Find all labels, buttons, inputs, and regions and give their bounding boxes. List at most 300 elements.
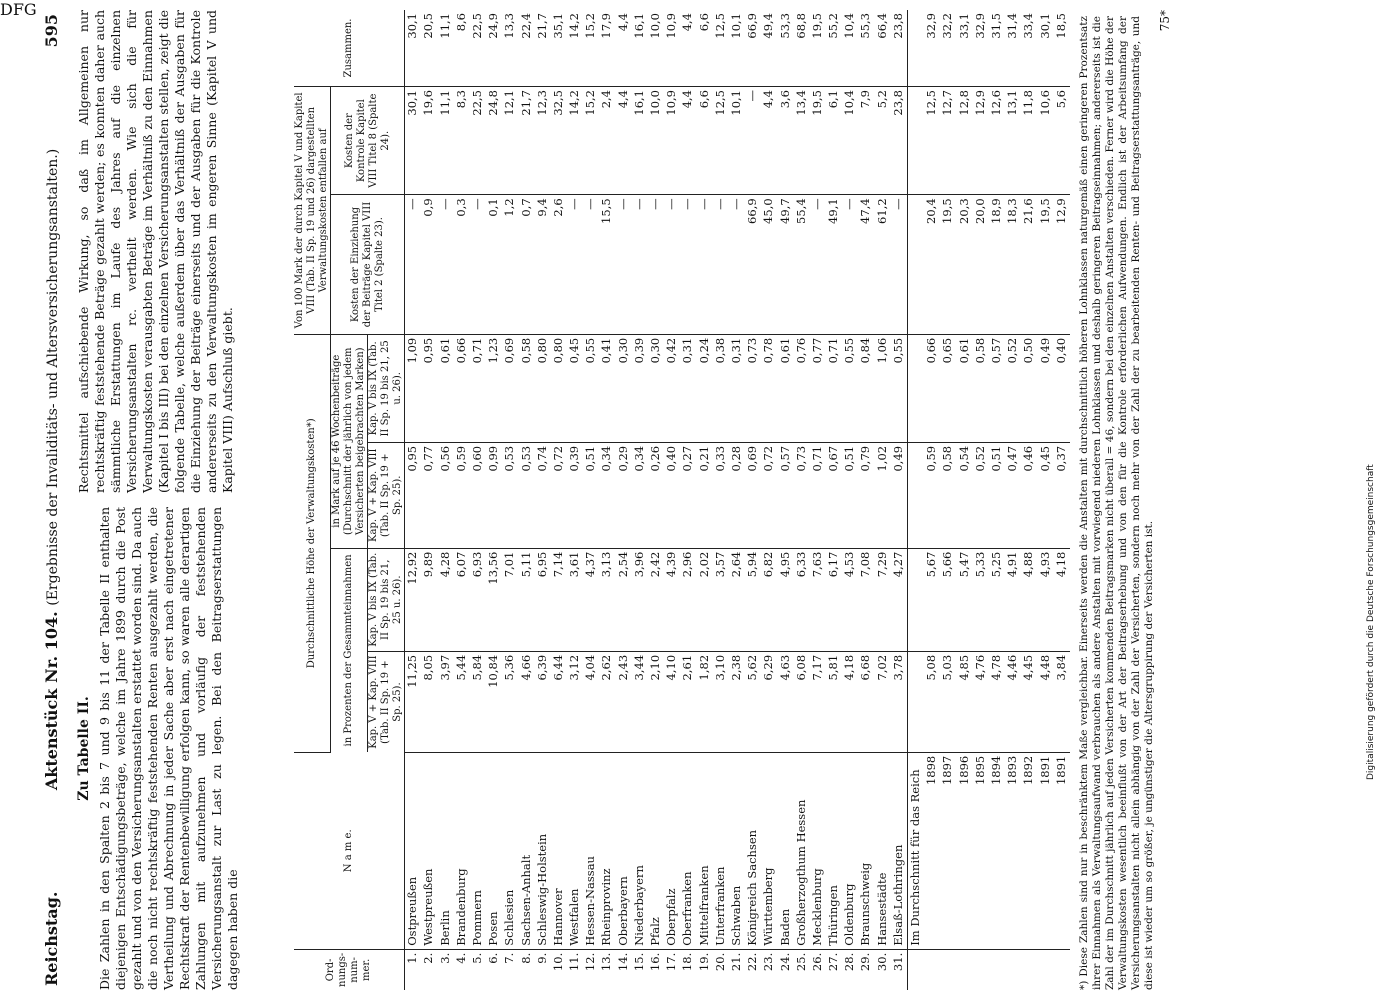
row-value: 6,1 <box>826 87 842 195</box>
row-value: 0,73 <box>794 442 810 548</box>
row-number: 13. <box>599 952 614 972</box>
page-header <box>42 10 70 990</box>
average-value: 12,6 <box>989 87 1005 195</box>
row-number: 14. <box>615 952 630 972</box>
row-value: 0,51 <box>842 442 858 548</box>
row-value: 7,02 <box>874 651 890 752</box>
row-value: 6,17 <box>826 548 842 651</box>
average-row <box>1021 10 1037 990</box>
empty-cell <box>907 651 924 752</box>
average-value: 0,45 <box>1037 442 1053 548</box>
row-value: 17,9 <box>599 10 615 87</box>
average-value: 0,57 <box>989 334 1005 442</box>
row-value: 0,67 <box>826 442 842 548</box>
row-value: 7,63 <box>810 548 826 651</box>
average-value: 0,66 <box>924 334 940 442</box>
row-value: 8,05 <box>421 651 437 752</box>
empty-cell <box>1005 949 1021 990</box>
row-number: 1. <box>405 952 420 964</box>
intro-column-1 <box>76 507 286 990</box>
average-value: 0,47 <box>1005 442 1021 548</box>
group-head-avg-costs: Durchschnittliche Höhe der Verwaltungskosten*) <box>294 334 331 752</box>
average-value: 0,49 <box>1037 334 1053 442</box>
row-name: Brandenburg <box>454 752 470 949</box>
row-value: 4,4 <box>680 87 696 195</box>
row-value: 4,53 <box>842 548 858 651</box>
average-year: 1898 <box>924 752 940 949</box>
row-number: 4. <box>453 952 468 964</box>
row-name: Hannover <box>551 752 567 949</box>
row-value: — <box>680 195 696 334</box>
row-number: 24. <box>777 952 792 972</box>
row-value: 0,55 <box>891 334 908 442</box>
row-name: Thüringen <box>826 752 842 949</box>
table-row <box>745 10 761 990</box>
row-value: 3,97 <box>437 651 453 752</box>
intro-paragraph-2: Rechtsmittel aufschiebende Wirkung, so daß im Allgemeinen nur rechtskräftig feststehende Beträge gezahlt werden; es konnten daher auch sämmtliche Erstattungen im Laufe des Jahres auf die einzelnen Versicherungsanstalten rc. vertheilt werden. Wie sich die für Verwaltungskosten verausgabten Beträge im Verhältniß zu den Einnahmen (Kapitel I bis III) bei den einzelnen Versicherungsanstalten stellen, zeigt die folgende Tabelle, welche außerdem über das Verhältniß der Ausgaben für die Einziehung der Beiträge einerseits und der Ausgaben für die Kontrole andererseits zu den Verwaltungskosten im engeren Sinne (Kapitel V und Kapitel VIII) Aufschluß giebt. <box>76 10 235 493</box>
row-value: 0,84 <box>858 334 874 442</box>
table-row <box>583 10 599 990</box>
row-name: Westfalen <box>567 752 583 949</box>
row-number: 27. <box>826 952 841 972</box>
empty-cell <box>907 87 924 195</box>
row-value: 14,2 <box>567 87 583 195</box>
average-label-row <box>907 10 924 990</box>
row-value: 6,93 <box>470 548 486 651</box>
row-value: 1,02 <box>874 442 890 548</box>
row-value: 30,1 <box>405 10 422 87</box>
row-value: 4,27 <box>891 548 908 651</box>
row-value: 45,0 <box>761 195 777 334</box>
average-value: 4,18 <box>1054 548 1070 651</box>
row-value: 0,38 <box>713 334 729 442</box>
table-row <box>437 10 453 990</box>
row-value: 47,4 <box>858 195 874 334</box>
row-value: 2,10 <box>648 651 664 752</box>
row-name: Hessen-Nassau <box>583 752 599 949</box>
row-number: 20. <box>712 952 727 972</box>
table-row <box>486 10 502 990</box>
row-value: 0,1 <box>486 195 502 334</box>
average-value: 20,0 <box>973 195 989 334</box>
row-number: 18. <box>680 952 695 972</box>
row-value: 6,6 <box>696 10 712 87</box>
row-value: 4,18 <box>842 651 858 752</box>
row-value: 6,39 <box>535 651 551 752</box>
average-value: 33,1 <box>956 10 972 87</box>
row-name: Ostpreußen <box>405 752 422 949</box>
row-name: Sachsen-Anhalt <box>518 752 534 949</box>
average-value: 0,37 <box>1054 442 1070 548</box>
col-head-name: N a m e. <box>294 752 405 949</box>
average-value: 0,61 <box>956 334 972 442</box>
row-value: 10,1 <box>729 10 745 87</box>
row-value: 0,7 <box>518 195 534 334</box>
average-value: 5,03 <box>940 651 956 752</box>
row-value: 5,36 <box>502 651 518 752</box>
row-value: 5,2 <box>874 87 890 195</box>
row-number: 8. <box>518 952 533 964</box>
row-name: Mittelfranken <box>696 752 712 949</box>
header-title <box>42 149 62 790</box>
row-value: 21,7 <box>535 10 551 87</box>
empty-cell <box>907 949 924 990</box>
table-row <box>680 10 696 990</box>
row-value: 23,8 <box>891 87 908 195</box>
row-number: 31. <box>890 952 905 972</box>
row-value: 0,77 <box>421 442 437 548</box>
row-value: 4,39 <box>664 548 680 651</box>
row-value: — <box>842 195 858 334</box>
row-number: 15. <box>631 952 646 972</box>
intro-heading: Zu Tabelle II. <box>76 696 92 801</box>
average-value: 5,66 <box>940 548 956 651</box>
row-value: 0,26 <box>648 442 664 548</box>
table-row <box>810 10 826 990</box>
row-name: Oldenburg <box>842 752 858 949</box>
row-value: 7,17 <box>810 651 826 752</box>
row-number: 30. <box>874 952 889 972</box>
row-value: — <box>632 195 648 334</box>
average-row <box>1054 10 1070 990</box>
row-value: 20,5 <box>421 10 437 87</box>
row-value: 10,4 <box>842 10 858 87</box>
intro-paragraph-1: Die Zahlen in den Spalten 2 bis 7 und 9 bis 11 der Tabelle II enthalten diejenigen Entschädigungsbeträge, welche im Jahre 1899 durch die Post gezahlt und von den Versicherungsanstalten erstattet worden sind. Da auch die noch nicht rechtskräftig feststehenden Renten ausgezahlt werden, die Vertheilung und Abrechnung in jeder Sache aber erst nach eingetretener Rechtskraft der Rentenbewilligung erfolgen kann, so waren alle derartigen Zahlungen mit aufzunehmen und vorläufig der feststehenden Versicherungsanstalt zur Last zu legen. Bei den Beitragserstattungen dagegen haben die <box>96 507 240 990</box>
row-number: 3. <box>437 952 452 964</box>
row-value: 3,96 <box>632 548 648 651</box>
row-value: 4,4 <box>615 87 631 195</box>
row-value: 22,4 <box>518 10 534 87</box>
row-value: 0,41 <box>599 334 615 442</box>
table-row <box>858 10 874 990</box>
row-value: 6,08 <box>794 651 810 752</box>
row-value: 12,5 <box>713 87 729 195</box>
row-value: 4,28 <box>437 548 453 651</box>
row-value: 13,4 <box>794 87 810 195</box>
row-value: — <box>891 195 908 334</box>
row-value: 11,25 <box>405 651 422 752</box>
row-value: 0,55 <box>842 334 858 442</box>
row-value: 4,95 <box>777 548 793 651</box>
row-value: 0,79 <box>858 442 874 548</box>
average-value: 5,25 <box>989 548 1005 651</box>
row-value: 3,12 <box>567 651 583 752</box>
average-value: 12,7 <box>940 87 956 195</box>
row-value: 2,6 <box>551 195 567 334</box>
empty-cell <box>907 548 924 651</box>
row-name: Pommern <box>470 752 486 949</box>
row-number: 9. <box>534 952 549 964</box>
row-value: 2,38 <box>729 651 745 752</box>
average-year: 1896 <box>956 752 972 949</box>
row-name: Königreich Sachsen <box>745 752 761 949</box>
row-name: Posen <box>486 752 502 949</box>
average-value: 4,91 <box>1005 548 1021 651</box>
table-row <box>794 10 810 990</box>
row-value: 2,61 <box>680 651 696 752</box>
table-row <box>518 10 534 990</box>
sidebar-credit-text: Digitalisierung gefördert durch die Deutsche Forschungsgemeinschaft <box>1366 464 1376 780</box>
footnote: *) Diese Zahlen sind nur in beschränktem Maße vergleichbar. Einerseits werden die Anstalten mit durchschnittlich höheren Lohnklassen naturgemäß einen geringeren Prozentsatz ihrer Einnahmen als Verwaltungsaufwand verbrauchen als andere Anstalten mit vorwiegend niederen Lohnklassen und deshalb geringeren Beitragseinnahmen; andererseits ist die Zahl der im Durchschnitt jährlich auf jeden Versicherten kommenden Beitragsmarken nicht überall = 46, sondern bei den einzelnen Anstalten verschieden. Ferner wird die Höhe der Verwaltungskosten wesentlich beeinflußt von der Art der Beitragserhebung und von den für die Kontrole erforderlichen Aufwendungen. Endlich ist der Arbeitsumfang der Versicherungsanstalten nicht allein abhängig von der Zahl der Versicherten, sondern noch mehr von der Zahl der zu bearbeitenden Renten- und Beitragserstattungsanträge, und diese ist wieder um so größer, je ungünstiger die Altersgruppirung der Versicherten ist. <box>1077 16 1156 990</box>
row-value: 0,30 <box>615 334 631 442</box>
row-name: Württemberg <box>761 752 777 949</box>
row-number: 16. <box>648 952 662 972</box>
average-year: 1891 <box>1037 752 1053 949</box>
row-value: 13,3 <box>502 10 518 87</box>
table-row <box>891 10 908 990</box>
row-value: 12,3 <box>535 87 551 195</box>
row-value: 8,3 <box>454 87 470 195</box>
group-head-per-100: Von 100 Mark der durch Kapitel V und Kapitel VIII (Tab. II Sp. 19 und 26) dargestellten Verwaltungskosten entfallen auf <box>294 87 331 335</box>
intro-column-2 <box>76 10 286 493</box>
row-number: 5. <box>469 952 484 964</box>
average-value: 0,58 <box>940 442 956 548</box>
row-value: 0,29 <box>615 442 631 548</box>
row-value: 9,4 <box>535 195 551 334</box>
row-value: 2,02 <box>696 548 712 651</box>
row-value: 0,71 <box>470 334 486 442</box>
table-row <box>648 10 664 990</box>
average-value: 32,9 <box>973 10 989 87</box>
row-name: Schlesien <box>502 752 518 949</box>
table-row <box>826 10 842 990</box>
row-value: 66,9 <box>745 10 761 87</box>
rotated-page-content <box>42 10 1302 990</box>
row-value: 22,5 <box>470 87 486 195</box>
row-value: 7,01 <box>502 548 518 651</box>
table-row <box>874 10 890 990</box>
row-value: 14,2 <box>567 10 583 87</box>
average-value: 4,93 <box>1037 548 1053 651</box>
page-foot-number: 75* <box>1158 10 1173 32</box>
average-value: 18,3 <box>1005 195 1021 334</box>
row-value: 0,28 <box>729 442 745 548</box>
row-value: — <box>664 195 680 334</box>
row-value: 55,4 <box>794 195 810 334</box>
col-head-c4: Kap. V bis IX (Tab. II Sp. 19 bis 21, 25 u. 26). <box>368 334 405 442</box>
row-value: 0,30 <box>648 334 664 442</box>
table-row <box>729 10 745 990</box>
table-row <box>567 10 583 990</box>
row-value: — <box>615 195 631 334</box>
average-value: 3,84 <box>1054 651 1070 752</box>
row-number: 26. <box>809 952 824 972</box>
row-value: 55,3 <box>858 10 874 87</box>
row-value: — <box>745 87 761 195</box>
row-value: 53,3 <box>777 10 793 87</box>
row-value: 5,11 <box>518 548 534 651</box>
average-row <box>956 10 972 990</box>
row-value: 19,5 <box>810 87 826 195</box>
row-value: 0,3 <box>454 195 470 334</box>
row-value: 4,4 <box>680 10 696 87</box>
average-row <box>940 10 956 990</box>
row-name: Unterfranken <box>713 752 729 949</box>
row-number: 7. <box>502 952 517 964</box>
row-number: 17. <box>664 952 679 972</box>
row-number: 22. <box>745 952 760 972</box>
header-document-number: Aktenstück Nr. 104. <box>42 611 61 791</box>
row-name: Westpreußen <box>421 752 437 949</box>
row-value: 5,81 <box>826 651 842 752</box>
row-value: 55,2 <box>826 10 842 87</box>
row-value: 7,9 <box>858 87 874 195</box>
table-row <box>664 10 680 990</box>
row-value: 19,5 <box>810 10 826 87</box>
row-value: 15,2 <box>583 87 599 195</box>
col-head-nr: Ord-nungs-num-mer. <box>294 949 405 990</box>
row-value: 0,21 <box>696 442 712 548</box>
table-row <box>632 10 648 990</box>
table-row <box>696 10 712 990</box>
row-value: 0,77 <box>810 334 826 442</box>
subhead-percent: in Prozenten der Gesammteinnahmen <box>331 548 368 752</box>
average-row <box>1005 10 1021 990</box>
row-value: 2,54 <box>615 548 631 651</box>
subhead-mark: in Mark auf je 46 Wochenbeiträge (Durchschnitt der jährlich von jedem Versicherten beigebrachten Marken) <box>331 334 368 548</box>
row-value: — <box>696 195 712 334</box>
average-value: 5,33 <box>973 548 989 651</box>
row-value: — <box>437 195 453 334</box>
row-value: 0,80 <box>535 334 551 442</box>
average-label: Im Durchschnitt für das Reich <box>907 752 924 949</box>
average-value: 5,47 <box>956 548 972 651</box>
row-value: 12,1 <box>502 87 518 195</box>
average-value: 4,88 <box>1021 548 1037 651</box>
row-value: 0,42 <box>664 334 680 442</box>
row-value: 0,24 <box>696 334 712 442</box>
row-number: 28. <box>842 952 857 972</box>
row-value: — <box>810 195 826 334</box>
row-value: 0,60 <box>470 442 486 548</box>
row-value: 0,74 <box>535 442 551 548</box>
row-value: 0,51 <box>583 442 599 548</box>
average-value: 0,50 <box>1021 334 1037 442</box>
row-value: 15,5 <box>599 195 615 334</box>
row-value: 10,0 <box>648 87 664 195</box>
row-value: 10,9 <box>664 10 680 87</box>
row-value: 0,39 <box>567 442 583 548</box>
table-row <box>454 10 470 990</box>
row-value: 7,14 <box>551 548 567 651</box>
row-value: 4,4 <box>615 10 631 87</box>
col-head-c2: Kap. V bis IX (Tab. II Sp. 19 bis 21, 25 u. 26). <box>368 548 405 651</box>
row-value: 2,42 <box>648 548 664 651</box>
average-value: 4,45 <box>1021 651 1037 752</box>
row-value: 10,9 <box>664 87 680 195</box>
row-value: 7,29 <box>874 548 890 651</box>
row-value: 2,64 <box>729 548 745 651</box>
row-value: — <box>567 195 583 334</box>
row-number: 12. <box>583 952 598 972</box>
row-name: Oberpfalz <box>664 752 680 949</box>
average-value: 5,08 <box>924 651 940 752</box>
average-value: 0,58 <box>973 334 989 442</box>
row-value: 4,63 <box>777 651 793 752</box>
average-year: 1895 <box>973 752 989 949</box>
sidebar-credit <box>1360 0 1383 1000</box>
col-head-einziehung: Kosten der Einziehung der Beiträge Kapitel VIII Titel 2 (Spalte 23). <box>331 195 405 334</box>
row-number: 29. <box>858 952 873 972</box>
table-body <box>405 10 1070 990</box>
average-value: 4,78 <box>989 651 1005 752</box>
row-value: 30,1 <box>405 87 422 195</box>
row-name: Schwaben <box>729 752 745 949</box>
row-value: 1,23 <box>486 334 502 442</box>
row-value: 6,33 <box>794 548 810 651</box>
row-value: 16,1 <box>632 87 648 195</box>
row-value: 4,04 <box>583 651 599 752</box>
table-row <box>405 10 422 990</box>
average-value: 31,4 <box>1005 10 1021 87</box>
row-value: 0,9 <box>421 195 437 334</box>
row-name: Oberfranken <box>680 752 696 949</box>
row-value: 24,8 <box>486 87 502 195</box>
row-value: 10,0 <box>648 10 664 87</box>
row-number: 25. <box>793 952 808 972</box>
empty-cell <box>1037 949 1053 990</box>
row-value: 9,89 <box>421 548 437 651</box>
table-row <box>470 10 486 990</box>
row-value: 5,94 <box>745 548 761 651</box>
row-value: 3,57 <box>713 548 729 651</box>
average-value: 30,1 <box>1037 10 1053 87</box>
row-value: 8,6 <box>454 10 470 87</box>
row-value: 68,8 <box>794 10 810 87</box>
row-value: 3,10 <box>713 651 729 752</box>
header-left: Reichstag. <box>42 891 61 986</box>
row-name: Oberbayern <box>615 752 631 949</box>
row-value: 0,27 <box>680 442 696 548</box>
intro-text <box>76 10 286 990</box>
average-value: 19,5 <box>1037 195 1053 334</box>
average-row <box>973 10 989 990</box>
row-value: 3,13 <box>599 548 615 651</box>
average-year: 1892 <box>1021 752 1037 949</box>
row-value: 0,45 <box>567 334 583 442</box>
row-value: 24,9 <box>486 10 502 87</box>
row-value: 4,4 <box>761 87 777 195</box>
average-value: 4,85 <box>956 651 972 752</box>
table-row <box>761 10 777 990</box>
row-name: Rheinprovinz <box>599 752 615 949</box>
row-value: 4,10 <box>664 651 680 752</box>
row-name: Baden <box>777 752 793 949</box>
page-number: 595 <box>42 14 61 48</box>
row-value: 0,58 <box>518 334 534 442</box>
row-value: 0,99 <box>486 442 502 548</box>
row-value: 0,34 <box>632 442 648 548</box>
average-value: 32,9 <box>924 10 940 87</box>
row-value: 1,2 <box>502 195 518 334</box>
row-value: — <box>729 195 745 334</box>
average-value: 0,59 <box>924 442 940 548</box>
row-number: 2. <box>421 952 436 964</box>
row-number: 21. <box>728 952 743 972</box>
row-value: 10,4 <box>842 87 858 195</box>
row-value: 0,53 <box>518 442 534 548</box>
average-value: 4,48 <box>1037 651 1053 752</box>
row-value: 0,73 <box>745 334 761 442</box>
row-value: 0,61 <box>777 334 793 442</box>
row-value: 0,31 <box>729 334 745 442</box>
row-value: 0,31 <box>680 334 696 442</box>
empty-cell <box>1021 949 1037 990</box>
row-value: 61,2 <box>874 195 890 334</box>
row-value: 21,7 <box>518 87 534 195</box>
row-number: 23. <box>761 952 776 972</box>
row-value: 66,9 <box>745 195 761 334</box>
